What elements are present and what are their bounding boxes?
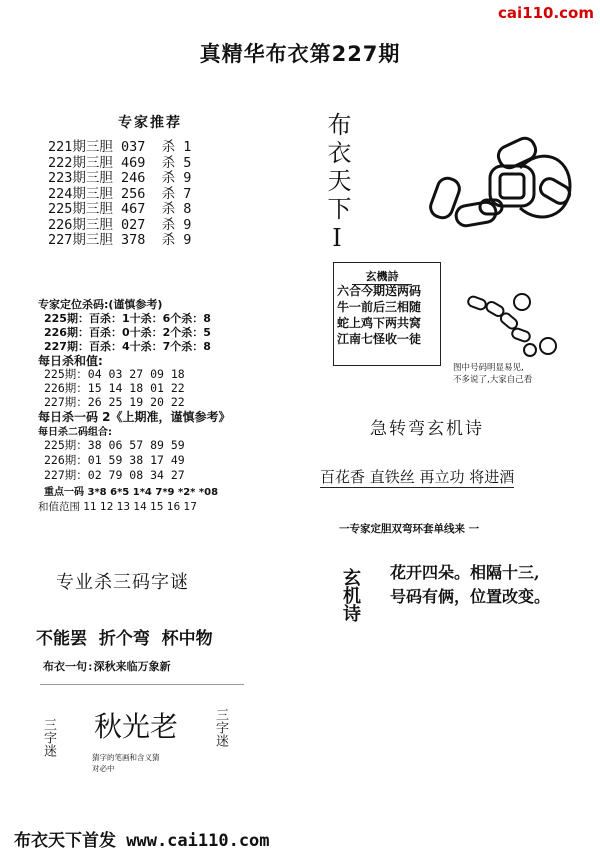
daily-sum-row: 225期：04 03 27 09 18 bbox=[44, 367, 185, 381]
expert-row: 226期三胆 027 杀 9 bbox=[48, 216, 192, 233]
bytx-vertical-title: 布衣天下I bbox=[323, 112, 351, 256]
szm-word: 秋光老 bbox=[94, 710, 179, 743]
poem-title: 玄機詩 bbox=[352, 268, 412, 285]
jzw-title: 急转弯玄机诗 bbox=[370, 419, 484, 439]
zysm-title: 专业杀三码字谜 bbox=[56, 572, 189, 593]
expert-row: 221期三胆 037 杀 1 bbox=[48, 139, 192, 155]
daily-sum-title: 每日杀和值: bbox=[38, 354, 103, 368]
szm-right-label: 三字迷 bbox=[213, 708, 228, 747]
poem-line: 六合今期送两码 bbox=[337, 284, 422, 298]
daily-sum-row: 226期：15 14 18 01 22 bbox=[44, 381, 185, 395]
expert-title: 专家推荐 bbox=[118, 115, 182, 131]
chain-small-graphic bbox=[460, 290, 570, 360]
daily-one-row: 227期：02 79 08 34 27 bbox=[44, 468, 185, 482]
position-kill-row: 225期：百杀：1十杀：6个杀：8 bbox=[44, 312, 211, 325]
chain-graphic bbox=[420, 126, 590, 244]
jzw-line: 百花香 直铁丝 再立功 将进酒 bbox=[320, 468, 515, 486]
poem-caption: 图中号码明显易见, bbox=[453, 363, 524, 373]
expert-row: 223期三胆 246 杀 9 bbox=[48, 170, 192, 186]
byyj-line: 布衣一句:深秋来临万象新 bbox=[43, 660, 171, 673]
expert-dan-line: 一专家定胆双弯环套单线来 一 bbox=[339, 523, 480, 535]
szm-hint: 猜字的笔画和含义猜 bbox=[92, 753, 160, 762]
daily-one-row: 225期：38 06 57 89 59 bbox=[44, 438, 185, 452]
footer-site: 布衣天下首发 www.cai110.com bbox=[14, 831, 270, 851]
xjs-vertical-label: 玄机诗 bbox=[340, 568, 361, 622]
daily-one-subtitle: 每日杀二码组合: bbox=[38, 427, 112, 438]
xjs-line: 花开四朵。相隔十三, bbox=[390, 563, 540, 582]
daily-one-row: 226期：01 59 38 17 49 bbox=[44, 453, 185, 467]
daily-one-title: 每日杀一码 2《上期准，谨慎参考》 bbox=[38, 410, 231, 424]
expert-row: 222期三胆 469 杀 5 bbox=[48, 154, 192, 171]
position-kill-title: 专家定位杀码:(谨慎参考) bbox=[38, 298, 163, 311]
expert-row: 227期三胆 378 杀 9 bbox=[48, 232, 192, 248]
divider bbox=[40, 684, 244, 685]
poem-caption: 不多说了,大家自己看 bbox=[453, 375, 533, 385]
site-watermark: cai110.com bbox=[498, 4, 594, 22]
position-kill-row: 226期：百杀：0十杀：2个杀：5 bbox=[44, 326, 211, 339]
page-title: 真精华布衣第227期 bbox=[199, 42, 401, 66]
expert-row: 224期三胆 256 杀 7 bbox=[48, 185, 192, 202]
sum-range-line: 和值范围 11 12 13 14 15 16 17 bbox=[38, 501, 197, 513]
expert-row: 225期三胆 467 杀 8 bbox=[48, 201, 192, 217]
poem-line: 江南七怪收一徒 bbox=[337, 332, 422, 346]
daily-sum-row: 227期：26 25 19 20 22 bbox=[44, 395, 185, 409]
poem-line: 蛇上鸡下两共窝 bbox=[337, 316, 422, 330]
szm-hint: 对必中 bbox=[92, 764, 115, 773]
szm-left-label: 三字迷 bbox=[41, 718, 56, 757]
position-kill-row: 227期：百杀：4十杀：7个杀：8 bbox=[44, 340, 211, 353]
xjs-line: 号码有俩，位置改变。 bbox=[390, 587, 551, 606]
key-code-line: 重点一码 3*8 6*5 1*4 7*9 *2* *08 bbox=[44, 487, 219, 498]
zysm-riddle-line: 不能罢 折个弯 杯中物 bbox=[36, 629, 213, 649]
poem-line: 牛一前后三相随 bbox=[337, 300, 422, 314]
